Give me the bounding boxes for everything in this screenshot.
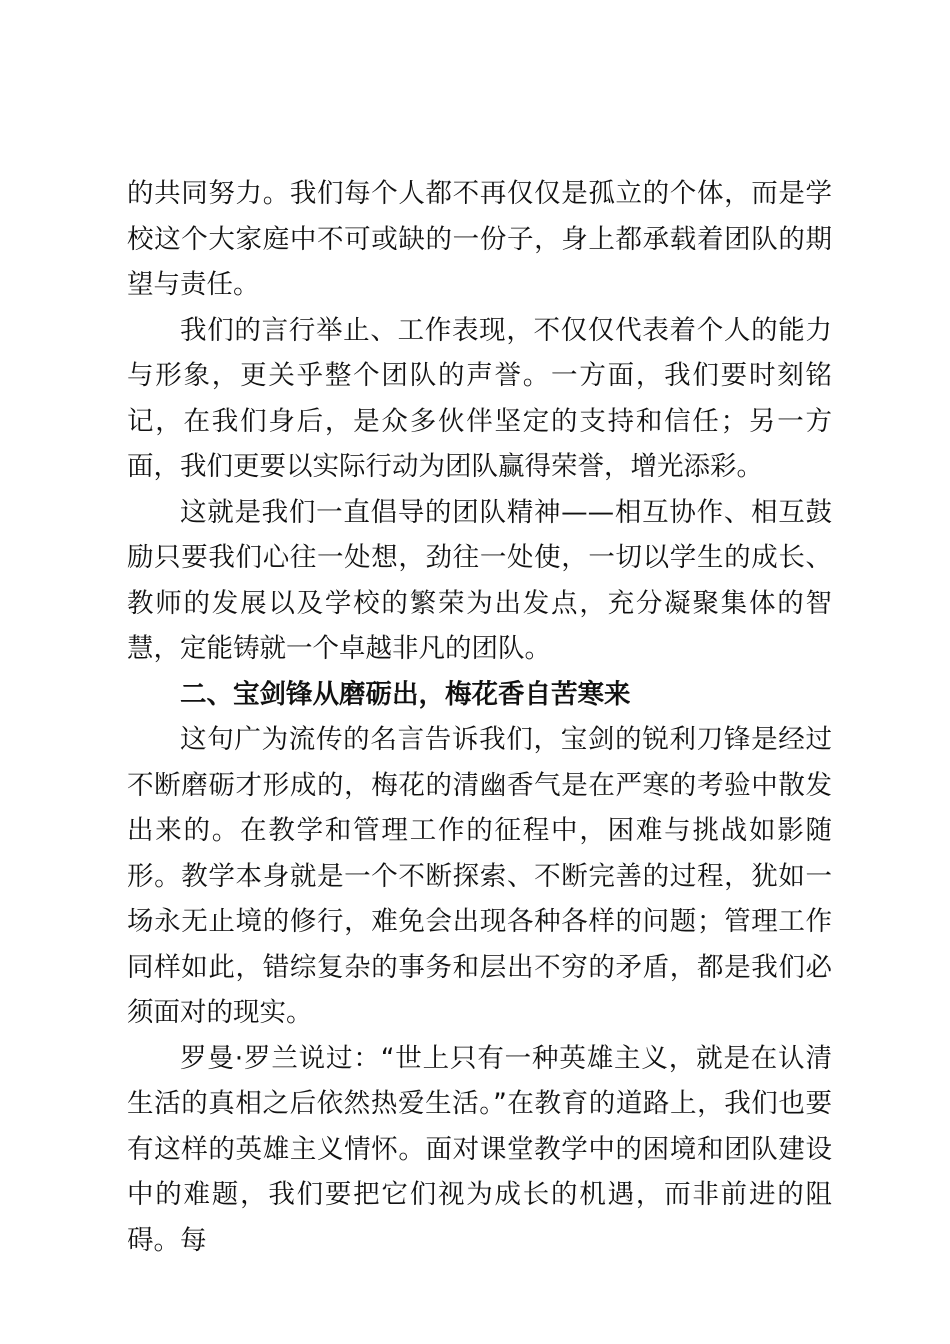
section-heading: 二、宝剑锋从磨砺出，梅花香自苦寒来	[180, 678, 631, 710]
paragraph-continuation: 的共同努力。我们每个人都不再仅仅是孤立的个体，而是学校这个大家庭中不可或缺的一份子，身上都承载着团队的期望与责任。	[127, 178, 832, 300]
paragraph-team-reputation: 我们的言行举止、工作表现，不仅仅代表着个人的能力与形象，更关乎整个团队的声誉。一方面，我们要时刻铭记，在我们身后，是众多伙伴坚定的支持和信任；另一方面，我们更要以实际行动为团队赢得荣誉，增光添彩。	[127, 314, 832, 482]
paragraph-sword-plum-quote: 这句广为流传的名言告诉我们，宝剑的锐利刀锋是经过不断磨砺才形成的，梅花的清幽香气是在严寒的考验中散发出来的。在教学和管理工作的征程中，困难与挑战如影随形。教学本身就是一个不断探索、不断完善的过程，犹如一场永无止境的修行，难免会出现各种各样的问题；管理工作同样如此，错综复杂的事务和层出不穷的矛盾，都是我们必须面对的现实。	[127, 724, 832, 1028]
paragraph-romain-rolland: 罗曼·罗兰说过：“世上只有一种英雄主义，就是在认清生活的真相之后依然热爱生活。”在教育的道路上，我们也要有这样的英雄主义情怀。面对课堂教学中的困境和团队建设中的难题，我们要把它们视为成长的机遇，而非前进的阻碍。每	[127, 1042, 832, 1256]
paragraph-team-spirit: 这就是我们一直倡导的团队精神——相互协作、相互鼓励只要我们心往一处想，劲往一处使，一切以学生的成长、教师的发展以及学校的繁荣为出发点，充分凝聚集体的智慧，定能铸就一个卓越非凡的团队。	[127, 496, 832, 664]
document-body	[127, 171, 832, 1263]
